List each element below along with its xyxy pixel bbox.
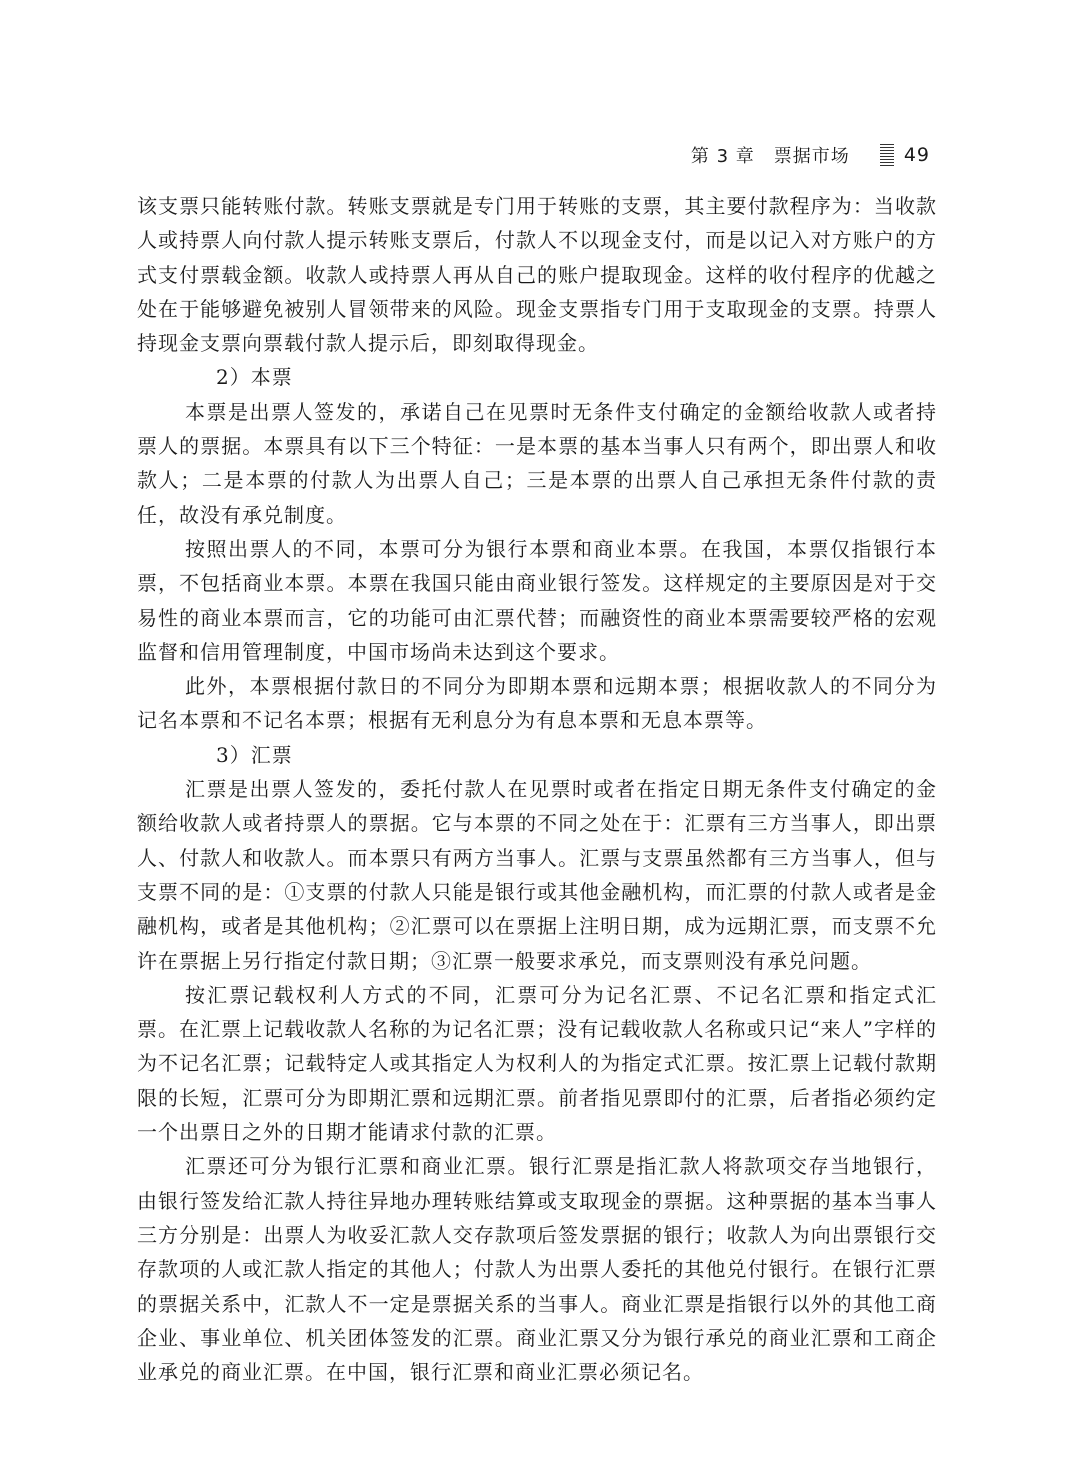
running-header xyxy=(691,142,930,168)
paragraph-promissory-definition: 本票是出票人签发的，承诺自己在见票时无条件支付确定的金额给收款人或者持票人的票据。本票具有以下三个特征：一是本票的基本当事人只有两个，即出票人和收款人；二是本票的付款人为出票人自己；三是本票的出票人自己承担无条件付款的责任，故没有承兑制度。 xyxy=(137,399,937,527)
section-heading-promissory-note: 2）本票 xyxy=(216,365,293,390)
paragraph-bill-bank-commercial: 汇票还可分为银行汇票和商业汇票。银行汇票是指汇款人将款项交存当地银行，由银行签发给汇款人持往异地办理转账结算或支取现金的票据。这种票据的基本当事人三方分别是：出票人为收妥汇款人交存款项后签发票据的银行；收款人为向出票银行交存款项的人或汇款人指定的其他人；付款人为出票人委托的其他兑付银行。在银行汇票的票据关系中，汇款人不一定是票据关系的当事人。商业汇票是指银行以外的其他工商企业、事业单位、机关团体签发的汇票。商业汇票又分为银行承兑的商业汇票和工商企业承兑的商业汇票。在中国，银行汇票和商业汇票必须记名。 xyxy=(137,1154,937,1385)
paragraph-bill-payee-types: 按汇票记载权利人方式的不同，汇票可分为记名汇票、不记名汇票和指定式汇票。在汇票上记载收款人名称的为记名汇票；没有记载收款人名称或只记“来人”字样的为不记名汇票；记载特定人或其指定人为权利人的为指定式汇票。按汇票上记载付款期限的长短，汇票可分为即期汇票和远期汇票。前者指见票即付的汇票，后者指必须约定一个出票日之外的日期才能请求付款的汇票。 xyxy=(137,982,937,1145)
paragraph-bill-definition: 汇票是出票人签发的，委托付款人在见票时或者在指定日期无条件支付确定的金额给收款人或者持票人的票据。它与本票的不同之处在于：汇票有三方当事人，即出票人、付款人和收款人。而本票只有两方当事人。汇票与支票虽然都有三方当事人，但与支票不同的是：①支票的付款人只能是银行或其他金融机构，而汇票的付款人或者是金融机构，或者是其他机构；②汇票可以在票据上注明日期，成为远期汇票，而支票不允许在票据上另行指定付款日期；③汇票一般要求承兑，而支票则没有承兑问题。 xyxy=(137,777,937,973)
paragraph-check-continuation: 该支票只能转账付款。转账支票就是专门用于转账的支票，其主要付款程序为：当收款人或持票人向付款人提示转账支票后，付款人不以现金支付，而是以记入对方账户的方式支付票载金额。收款人或持票人再从自己的账户提取现金。这样的收付程序的优越之处在于能够避免被别人冒领带来的风险。现金支票指专门用于支取现金的支票。持票人持现金支票向票载付款人提示后，即刻取得现金。 xyxy=(137,194,937,356)
chapter-title: 第 3 章 票据市场 xyxy=(690,146,850,167)
section-heading-bill-of-exchange: 3）汇票 xyxy=(216,742,293,767)
page-number: 49 xyxy=(903,144,930,166)
paragraph-promissory-other: 此外，本票根据付款日的不同分为即期本票和远期本票；根据收款人的不同分为记名本票和不记名本票；根据有无利息分为有息本票和无息本票等。 xyxy=(137,674,937,733)
body-text xyxy=(137,189,937,1389)
header-ornament-icon xyxy=(880,144,894,166)
paragraph-promissory-types: 按照出票人的不同，本票可分为银行本票和商业本票。在我国，本票仅指银行本票，不包括商业本票。本票在我国只能由商业银行签发。这样规定的主要原因是对于交易性的商业本票而言，它的功能可由汇票代替；而融资性的商业本票需要较严格的宏观监督和信用管理制度，中国市场尚未达到这个要求。 xyxy=(137,536,937,664)
